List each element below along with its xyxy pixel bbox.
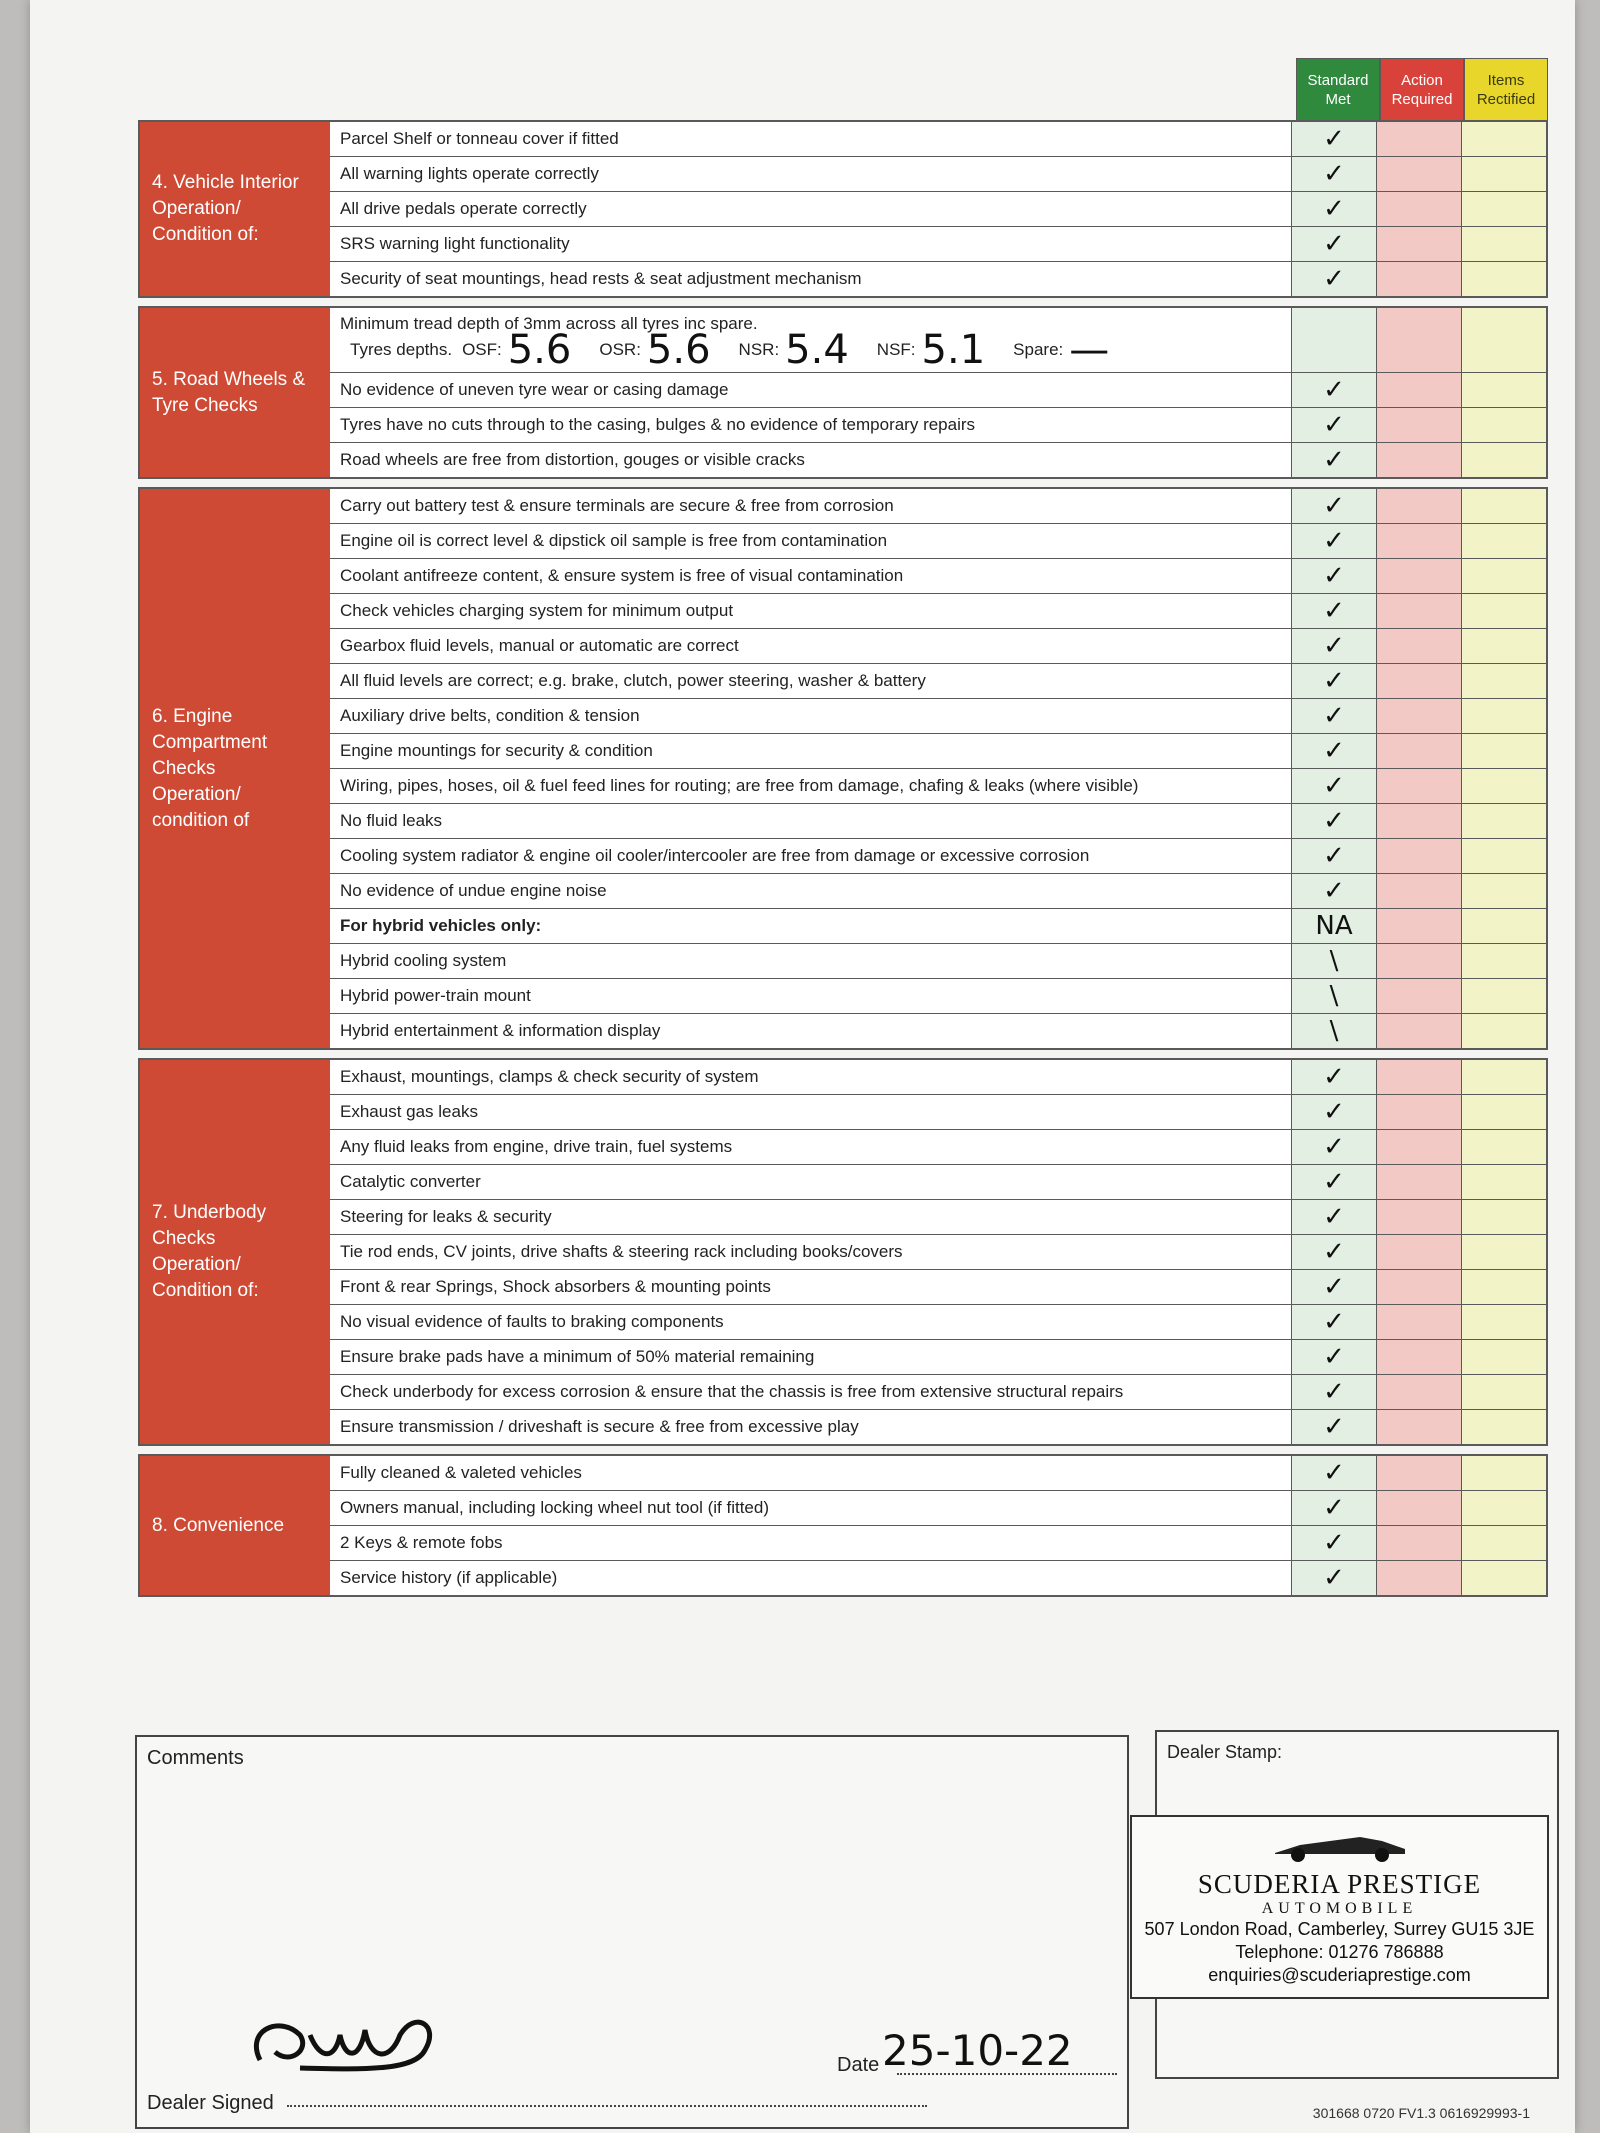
items-rectified-cell[interactable] <box>1462 1060 1546 1094</box>
action-required-cell[interactable] <box>1377 839 1462 873</box>
section-rows <box>330 489 1546 1048</box>
check-item-label: Hybrid entertainment & information display <box>330 1014 1292 1048</box>
items-rectified-cell[interactable] <box>1462 1165 1546 1199</box>
action-required-cell[interactable] <box>1377 408 1462 442</box>
items-rectified-cell[interactable] <box>1462 909 1546 943</box>
action-required-cell[interactable] <box>1377 664 1462 698</box>
items-rectified-cell[interactable] <box>1462 1410 1546 1444</box>
checklist-row <box>330 1200 1546 1235</box>
standard-met-cell[interactable]: NA <box>1292 909 1377 943</box>
standard-met-cell[interactable]: ✓ <box>1292 1270 1377 1304</box>
action-required-cell[interactable] <box>1377 1375 1462 1409</box>
action-required-cell[interactable] <box>1377 769 1462 803</box>
checklist-row <box>330 664 1546 699</box>
check-item-label: Wiring, pipes, hoses, oil & fuel feed lines for routing; are free from damage, chafing & leaks (where visible) <box>330 769 1292 803</box>
checklist-row <box>330 769 1546 804</box>
check-item-label: Road wheels are free from distortion, gouges or visible cracks <box>330 443 1292 477</box>
standard-met-cell[interactable]: ✓ <box>1292 629 1377 663</box>
items-rectified-cell[interactable] <box>1462 157 1546 191</box>
check-item-label: Hybrid power-train mount <box>330 979 1292 1013</box>
action-required-cell[interactable] <box>1377 1060 1462 1094</box>
standard-met-cell[interactable]: ✓ <box>1292 1305 1377 1339</box>
check-item-label: Coolant antifreeze content, & ensure system is free of visual contamination <box>330 559 1292 593</box>
action-required-cell[interactable] <box>1377 373 1462 407</box>
action-required-cell[interactable] <box>1377 122 1462 156</box>
checklist-sections <box>138 120 1548 1597</box>
standard-met-cell[interactable]: ✓ <box>1292 1375 1377 1409</box>
items-rectified-cell[interactable] <box>1462 629 1546 663</box>
checklist-row <box>330 1456 1546 1491</box>
action-required-cell[interactable] <box>1377 443 1462 477</box>
standard-met-cell[interactable]: ✓ <box>1292 373 1377 407</box>
tyre-depths-label: Tyres depths. <box>350 340 453 359</box>
standard-met-cell[interactable]: ✓ <box>1292 1526 1377 1560</box>
check-item-label: Auxiliary drive belts, condition & tension <box>330 699 1292 733</box>
action-required-cell[interactable] <box>1377 1526 1462 1560</box>
items-rectified-cell[interactable] <box>1462 559 1546 593</box>
items-rectified-cell[interactable] <box>1462 262 1546 296</box>
date-label: Date <box>837 2054 880 2076</box>
osr-value: 5.6 <box>646 327 711 372</box>
standard-met-cell[interactable]: ✓ <box>1292 443 1377 477</box>
items-rectified-cell[interactable] <box>1462 1340 1546 1374</box>
check-item-label: No evidence of uneven tyre wear or casing damage <box>330 373 1292 407</box>
spare-value: — <box>1069 327 1110 372</box>
items-rectified-cell[interactable] <box>1462 594 1546 628</box>
items-rectified-cell[interactable] <box>1462 1491 1546 1525</box>
comments-title: Comments <box>147 1747 244 1769</box>
checklist-row <box>330 839 1546 874</box>
standard-met-cell[interactable]: ✓ <box>1292 489 1377 523</box>
checklist-row <box>330 594 1546 629</box>
standard-met-cell[interactable]: ✓ <box>1292 122 1377 156</box>
nsr-label: NSR: <box>738 340 780 359</box>
check-item-label: Gearbox fluid levels, manual or automatic are correct <box>330 629 1292 663</box>
action-required-cell[interactable] <box>1377 594 1462 628</box>
check-item-label: Engine mountings for security & condition <box>330 734 1292 768</box>
items-rectified-cell[interactable] <box>1462 1095 1546 1129</box>
standard-met-cell[interactable]: ✓ <box>1292 524 1377 558</box>
items-rectified-cell[interactable] <box>1462 979 1546 1013</box>
standard-met-cell[interactable]: ✓ <box>1292 769 1377 803</box>
check-item-label: Service history (if applicable) <box>330 1561 1292 1595</box>
items-rectified-cell[interactable] <box>1462 308 1546 372</box>
action-required-cell[interactable] <box>1377 1130 1462 1164</box>
items-rectified-cell[interactable] <box>1462 1270 1546 1304</box>
header-action-required: Action Required <box>1380 58 1464 120</box>
checklist-section <box>138 1454 1548 1597</box>
action-required-cell[interactable] <box>1377 734 1462 768</box>
standard-met-cell[interactable]: \ <box>1292 1014 1377 1048</box>
checklist-section <box>138 487 1548 1050</box>
check-item-label: For hybrid vehicles only: <box>330 909 1292 943</box>
dealer-signed-label: Dealer Signed <box>147 2092 274 2114</box>
stamp-company-sub: AUTOMOBILE <box>1261 1900 1418 1917</box>
items-rectified-cell[interactable] <box>1462 1235 1546 1269</box>
check-item-label: Security of seat mountings, head rests & seat adjustment mechanism <box>330 262 1292 296</box>
checklist-row <box>330 1095 1546 1130</box>
check-item-label: Any fluid leaks from engine, drive train, fuel systems <box>330 1130 1292 1164</box>
standard-met-cell[interactable]: ✓ <box>1292 1095 1377 1129</box>
osf-label: OSF: <box>462 340 502 359</box>
checklist-row <box>330 1561 1546 1595</box>
checklist-row <box>330 1014 1546 1048</box>
action-required-cell[interactable] <box>1377 1270 1462 1304</box>
items-rectified-cell[interactable] <box>1462 944 1546 978</box>
action-required-cell[interactable] <box>1377 157 1462 191</box>
standard-met-cell[interactable]: ✓ <box>1292 839 1377 873</box>
date-value: 25-10-22 <box>882 2026 1073 2075</box>
check-item-label: Exhaust, mountings, clamps & check security of system <box>330 1060 1292 1094</box>
check-item-label: No fluid leaks <box>330 804 1292 838</box>
action-required-cell[interactable] <box>1377 1340 1462 1374</box>
dealer-stamp-title: Dealer Stamp: <box>1167 1742 1283 1762</box>
section-heading: 8. Convenience <box>140 1456 330 1595</box>
items-rectified-cell[interactable] <box>1462 804 1546 838</box>
items-rectified-cell[interactable] <box>1462 443 1546 477</box>
standard-met-cell[interactable]: ✓ <box>1292 1060 1377 1094</box>
section-rows <box>330 1456 1546 1595</box>
action-required-cell[interactable] <box>1377 629 1462 663</box>
items-rectified-cell[interactable] <box>1462 227 1546 261</box>
items-rectified-cell[interactable] <box>1462 489 1546 523</box>
action-required-cell[interactable] <box>1377 1305 1462 1339</box>
vehicle-checklist <box>138 58 1548 1605</box>
checklist-row <box>330 227 1546 262</box>
checklist-row <box>330 1235 1546 1270</box>
checklist-row <box>330 373 1546 408</box>
stamp-company-name: SCUDERIA PRESTIGE <box>1197 1869 1482 1899</box>
checklist-row <box>330 1165 1546 1200</box>
standard-met-cell[interactable]: ✓ <box>1292 192 1377 226</box>
standard-met-cell[interactable]: ✓ <box>1292 227 1377 261</box>
action-required-cell[interactable] <box>1377 1165 1462 1199</box>
checklist-row <box>330 734 1546 769</box>
checklist-section <box>138 306 1548 479</box>
checklist-row <box>330 874 1546 909</box>
standard-met-cell[interactable]: ✓ <box>1292 1200 1377 1234</box>
items-rectified-cell[interactable] <box>1462 408 1546 442</box>
check-item-label: All fluid levels are correct; e.g. brake, clutch, power steering, washer & battery <box>330 664 1292 698</box>
check-item-label <box>330 308 1292 372</box>
check-item-label: Ensure transmission / driveshaft is secure & free from excessive play <box>330 1410 1292 1444</box>
action-required-cell[interactable] <box>1377 909 1462 943</box>
action-required-cell[interactable] <box>1377 227 1462 261</box>
standard-met-cell[interactable]: ✓ <box>1292 1456 1377 1490</box>
check-item-label: All warning lights operate correctly <box>330 157 1292 191</box>
standard-met-cell[interactable]: ✓ <box>1292 157 1377 191</box>
stamp-address: 507 London Road, Camberley, Surrey GU15 3JE <box>1144 1919 1535 1939</box>
action-required-cell[interactable] <box>1377 1200 1462 1234</box>
standard-met-cell[interactable]: ✓ <box>1292 408 1377 442</box>
checklist-sheet <box>30 0 1575 2133</box>
standard-met-cell[interactable]: ✓ <box>1292 262 1377 296</box>
checklist-section <box>138 1058 1548 1446</box>
action-required-cell[interactable] <box>1377 262 1462 296</box>
check-item-label: Tie rod ends, CV joints, drive shafts & steering rack including books/covers <box>330 1235 1292 1269</box>
check-item-label: Check underbody for excess corrosion & ensure that the chassis is free from extensive structural repairs <box>330 1375 1292 1409</box>
check-item-label: Check vehicles charging system for minimum output <box>330 594 1292 628</box>
checklist-row <box>330 1340 1546 1375</box>
checklist-row <box>330 524 1546 559</box>
action-required-cell[interactable] <box>1377 1491 1462 1525</box>
check-item-label: SRS warning light functionality <box>330 227 1292 261</box>
items-rectified-cell[interactable] <box>1462 664 1546 698</box>
standard-met-cell[interactable]: ✓ <box>1292 874 1377 908</box>
items-rectified-cell[interactable] <box>1462 1375 1546 1409</box>
check-item-label: Front & rear Springs, Shock absorbers & mounting points <box>330 1270 1292 1304</box>
checklist-row <box>330 408 1546 443</box>
check-item-label: Steering for leaks & security <box>330 1200 1292 1234</box>
section-heading: 7. Underbody Checks Operation/ Condition of: <box>140 1060 330 1444</box>
items-rectified-cell[interactable] <box>1462 122 1546 156</box>
check-item-label: Tyres have no cuts through to the casing, bulges & no evidence of temporary repairs <box>330 408 1292 442</box>
items-rectified-cell[interactable] <box>1462 1456 1546 1490</box>
standard-met-cell[interactable]: ✓ <box>1292 699 1377 733</box>
race-car-logo <box>1270 1827 1410 1863</box>
checklist-row <box>330 909 1546 944</box>
nsf-label: NSF: <box>876 340 916 359</box>
items-rectified-cell[interactable] <box>1462 1130 1546 1164</box>
tyre-depths-row <box>340 327 1127 372</box>
check-item-label: Catalytic converter <box>330 1165 1292 1199</box>
check-item-label: Carry out battery test & ensure terminals are secure & free from corrosion <box>330 489 1292 523</box>
checklist-row <box>330 1491 1546 1526</box>
section-heading: 5. Road Wheels & Tyre Checks <box>140 308 330 477</box>
check-item-label: Owners manual, including locking wheel nut tool (if fitted) <box>330 1491 1292 1525</box>
check-item-label: Hybrid cooling system <box>330 944 1292 978</box>
action-required-cell[interactable] <box>1377 874 1462 908</box>
header-items-rectified: Items Rectified <box>1464 58 1548 120</box>
action-required-cell[interactable] <box>1377 1456 1462 1490</box>
spare-label: Spare: <box>1013 340 1064 359</box>
nsf-value: 5.1 <box>921 327 986 372</box>
action-required-cell[interactable] <box>1377 1014 1462 1048</box>
standard-met-cell[interactable]: ✓ <box>1292 1165 1377 1199</box>
action-required-cell[interactable] <box>1377 1410 1462 1444</box>
osr-label: OSR: <box>599 340 641 359</box>
checklist-row <box>330 157 1546 192</box>
tread-depth-requirement: Minimum tread depth of 3mm across all tyres inc spare. <box>340 314 758 333</box>
action-required-cell[interactable] <box>1377 559 1462 593</box>
items-rectified-cell[interactable] <box>1462 769 1546 803</box>
action-required-cell[interactable] <box>1377 979 1462 1013</box>
checklist-row <box>330 699 1546 734</box>
action-required-cell[interactable] <box>1377 1235 1462 1269</box>
section-heading: 4. Vehicle Interior Operation/ Condition of: <box>140 122 330 296</box>
action-required-cell[interactable] <box>1377 804 1462 838</box>
check-item-label: Exhaust gas leaks <box>330 1095 1292 1129</box>
section-rows <box>330 1060 1546 1444</box>
standard-met-cell[interactable] <box>1292 308 1377 372</box>
dealer-stamp <box>1130 1815 1549 1999</box>
standard-met-cell[interactable]: ✓ <box>1292 804 1377 838</box>
items-rectified-cell[interactable] <box>1462 1526 1546 1560</box>
action-required-cell[interactable] <box>1377 489 1462 523</box>
action-required-cell[interactable] <box>1377 1561 1462 1595</box>
checklist-row <box>330 308 1546 373</box>
checklist-row <box>330 1410 1546 1444</box>
standard-met-cell[interactable]: ✓ <box>1292 1235 1377 1269</box>
form-code: 301668 0720 FV1.3 0616929993-1 <box>1312 2105 1530 2121</box>
action-required-cell[interactable] <box>1377 699 1462 733</box>
checklist-section <box>138 120 1548 298</box>
action-required-cell[interactable] <box>1377 944 1462 978</box>
action-required-cell[interactable] <box>1377 192 1462 226</box>
checklist-row <box>330 804 1546 839</box>
items-rectified-cell[interactable] <box>1462 874 1546 908</box>
checklist-row <box>330 1526 1546 1561</box>
standard-met-cell[interactable]: \ <box>1292 979 1377 1013</box>
check-item-label: All drive pedals operate correctly <box>330 192 1292 226</box>
check-item-label: 2 Keys & remote fobs <box>330 1526 1292 1560</box>
check-item-label: No visual evidence of faults to braking components <box>330 1305 1292 1339</box>
items-rectified-cell[interactable] <box>1462 839 1546 873</box>
signature-line <box>287 2105 927 2107</box>
stamp-email: enquiries@scuderiaprestige.com <box>1208 1965 1471 1985</box>
standard-met-cell[interactable]: ✓ <box>1292 1561 1377 1595</box>
checklist-row <box>330 443 1546 477</box>
checklist-row <box>330 944 1546 979</box>
action-required-cell[interactable] <box>1377 308 1462 372</box>
check-item-label: Cooling system radiator & engine oil cooler/intercooler are free from damage or excessive corrosion <box>330 839 1292 873</box>
standard-met-cell[interactable]: \ <box>1292 944 1377 978</box>
checklist-row <box>330 1375 1546 1410</box>
checklist-row <box>330 979 1546 1014</box>
standard-met-cell[interactable]: ✓ <box>1292 734 1377 768</box>
checklist-row <box>330 1060 1546 1095</box>
section-rows <box>330 308 1546 477</box>
handwritten-signature <box>240 1990 540 2080</box>
section-rows <box>330 122 1546 296</box>
items-rectified-cell[interactable] <box>1462 373 1546 407</box>
checklist-row <box>330 262 1546 296</box>
section-heading: 6. Engine Compartment Checks Operation/ condition of <box>140 489 330 1048</box>
stamp-telephone: Telephone: 01276 786888 <box>1235 1942 1444 1962</box>
checklist-row <box>330 559 1546 594</box>
column-headers <box>138 58 1548 120</box>
header-standard-met: Standard Met <box>1296 58 1380 120</box>
nsr-value: 5.4 <box>785 327 849 372</box>
standard-met-cell[interactable]: ✓ <box>1292 664 1377 698</box>
checklist-row <box>330 489 1546 524</box>
checklist-row <box>330 1270 1546 1305</box>
standard-met-cell[interactable]: ✓ <box>1292 1340 1377 1374</box>
osf-value: 5.6 <box>507 327 572 372</box>
standard-met-cell[interactable]: ✓ <box>1292 559 1377 593</box>
items-rectified-cell[interactable] <box>1462 1561 1546 1595</box>
check-item-label: Parcel Shelf or tonneau cover if fitted <box>330 122 1292 156</box>
items-rectified-cell[interactable] <box>1462 1014 1546 1048</box>
items-rectified-cell[interactable] <box>1462 734 1546 768</box>
check-item-label: Ensure brake pads have a minimum of 50% material remaining <box>330 1340 1292 1374</box>
checklist-row <box>330 1305 1546 1340</box>
check-item-label: Engine oil is correct level & dipstick oil sample is free from contamination <box>330 524 1292 558</box>
action-required-cell[interactable] <box>1377 1095 1462 1129</box>
items-rectified-cell[interactable] <box>1462 524 1546 558</box>
standard-met-cell[interactable]: ✓ <box>1292 1410 1377 1444</box>
items-rectified-cell[interactable] <box>1462 192 1546 226</box>
items-rectified-cell[interactable] <box>1462 699 1546 733</box>
standard-met-cell[interactable]: ✓ <box>1292 1491 1377 1525</box>
checklist-row <box>330 192 1546 227</box>
check-item-label: Fully cleaned & valeted vehicles <box>330 1456 1292 1490</box>
checklist-row <box>330 1130 1546 1165</box>
check-item-label: No evidence of undue engine noise <box>330 874 1292 908</box>
checklist-row <box>330 122 1546 157</box>
checklist-row <box>330 629 1546 664</box>
items-rectified-cell[interactable] <box>1462 1200 1546 1234</box>
action-required-cell[interactable] <box>1377 524 1462 558</box>
standard-met-cell[interactable]: ✓ <box>1292 594 1377 628</box>
items-rectified-cell[interactable] <box>1462 1305 1546 1339</box>
standard-met-cell[interactable]: ✓ <box>1292 1130 1377 1164</box>
